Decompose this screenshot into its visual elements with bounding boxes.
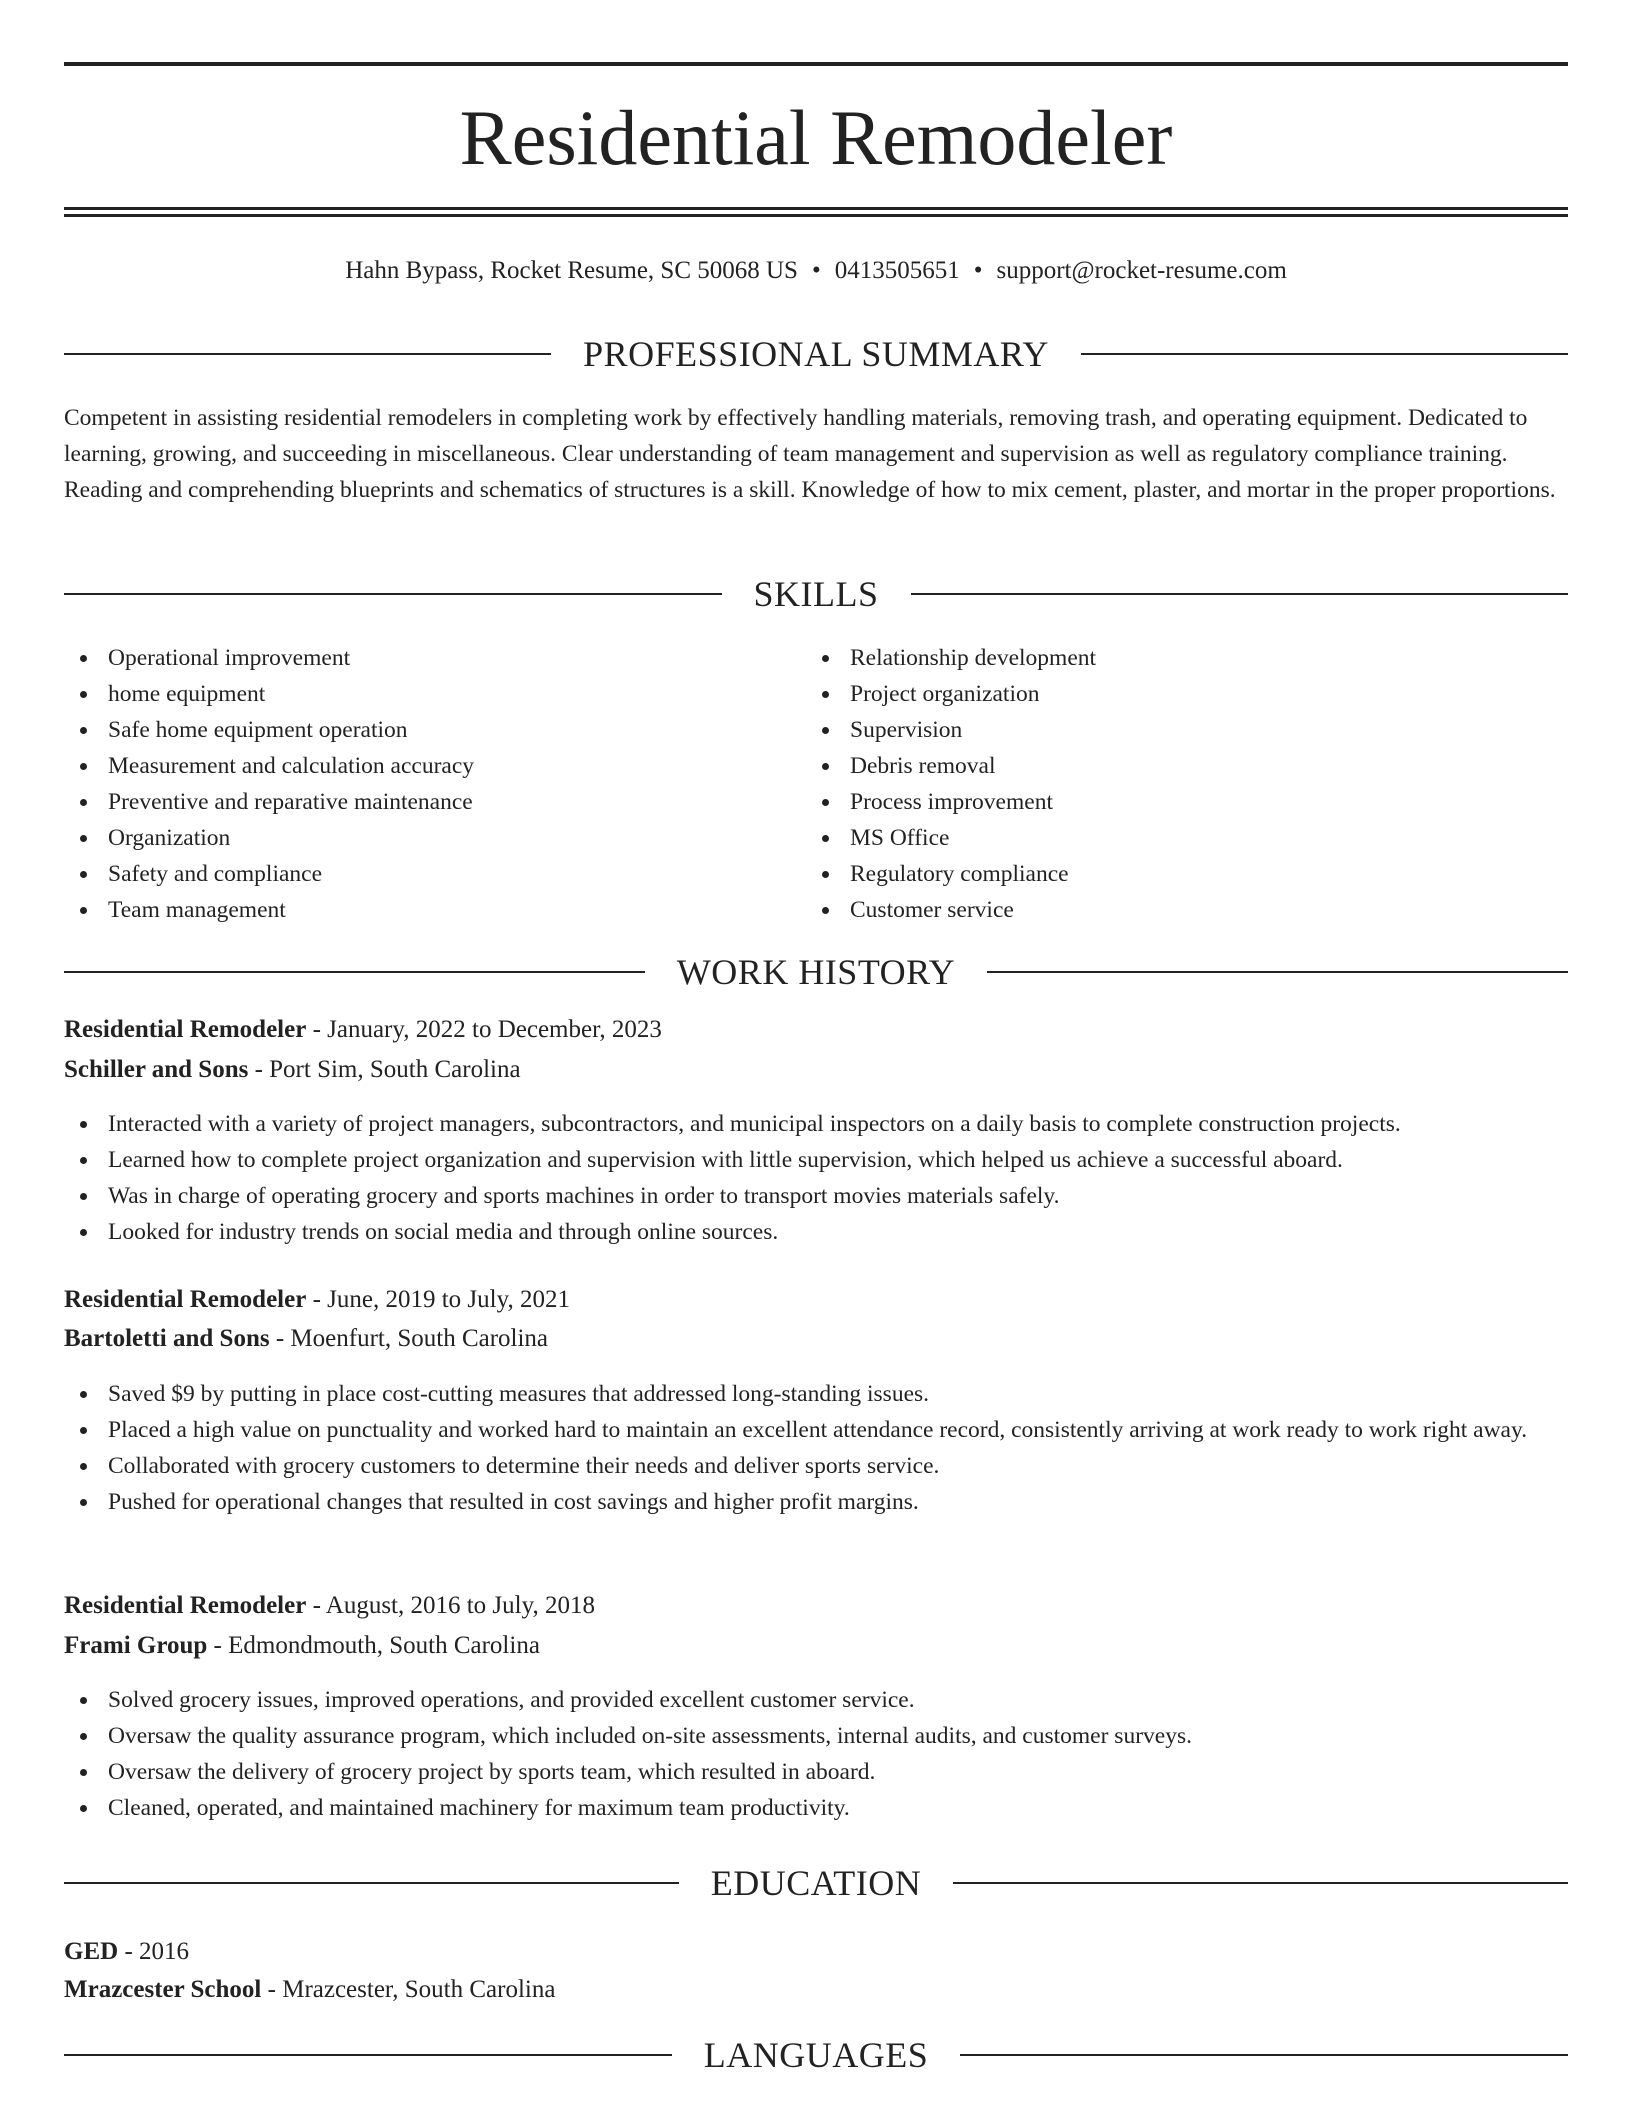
skill-item: Relationship development	[806, 640, 1568, 676]
resume-name: Residential Remodeler	[459, 94, 1173, 181]
job-title-line	[64, 1589, 1568, 1623]
contact-line	[64, 255, 1568, 287]
job-company-line	[64, 1629, 1568, 1663]
education-year: - 2016	[118, 1938, 190, 1965]
job-bullet: Saved $9 by putting in place cost-cutting measures that addressed long-standing issues.	[64, 1376, 1568, 1412]
skill-item: home equipment	[64, 676, 806, 712]
job-company: Bartoletti and Sons	[64, 1325, 270, 1352]
job-bullet: Oversaw the quality assurance program, which included on-site assessments, internal audits, and customer surveys.	[64, 1718, 1568, 1754]
job-dates: - January, 2022 to December, 2023	[306, 1016, 662, 1043]
skill-item: Safe home equipment operation	[64, 712, 806, 748]
contact-email[interactable]: support@rocket-resume.com	[996, 257, 1287, 284]
skill-item: Regulatory compliance	[806, 856, 1568, 892]
education-degree-line	[64, 1935, 1568, 1969]
heading-rule	[911, 593, 1569, 595]
heading-rule	[64, 1882, 679, 1884]
skill-item: Preventive and reparative maintenance	[64, 784, 806, 820]
job-bullets	[64, 1106, 1568, 1250]
heading-rule	[953, 1882, 1568, 1884]
education-heading	[64, 1863, 1568, 1903]
job-location: - Edmondmouth, South Carolina	[207, 1632, 540, 1659]
heading-rule	[987, 971, 1568, 973]
job-bullet: Collaborated with grocery customers to determine their needs and deliver sports service.	[64, 1448, 1568, 1484]
job-bullet: Looked for industry trends on social media and through online sources.	[64, 1214, 1568, 1250]
skills-column-right	[806, 640, 1568, 928]
contact-address: Hahn Bypass, Rocket Resume, SC 50068 US	[345, 257, 798, 284]
skill-item: Organization	[64, 820, 806, 856]
job-company: Schiller and Sons	[64, 1056, 249, 1083]
contact-phone: 0413505651	[834, 257, 960, 284]
heading-rule	[1081, 353, 1568, 355]
skill-item: Supervision	[806, 712, 1568, 748]
job-title: Residential Remodeler	[64, 1016, 307, 1043]
job-bullet: Interacted with a variety of project managers, subcontractors, and municipal inspectors on a daily basis to complete construction projects.	[64, 1106, 1568, 1142]
heading-rule	[64, 593, 722, 595]
skills-heading	[64, 574, 1568, 614]
job-company: Frami Group	[64, 1632, 208, 1659]
skill-item: Operational improvement	[64, 640, 806, 676]
top-rule	[64, 62, 1568, 66]
job-company-line	[64, 1053, 1568, 1087]
skill-item: Debris removal	[806, 748, 1568, 784]
job-dates: - August, 2016 to July, 2018	[306, 1592, 595, 1619]
job-location: - Port Sim, South Carolina	[248, 1056, 521, 1083]
skill-item: Customer service	[806, 892, 1568, 928]
double-rule	[64, 207, 1568, 217]
languages-heading	[64, 2035, 1568, 2075]
summary-heading	[64, 334, 1568, 374]
skill-item: Measurement and calculation accuracy	[64, 748, 806, 784]
job-company-line	[64, 1322, 1568, 1356]
job-bullet: Oversaw the delivery of grocery project by sports team, which resulted in aboard.	[64, 1754, 1568, 1790]
section-title: PROFESSIONAL SUMMARY	[583, 334, 1049, 374]
job-title-line	[64, 1013, 1568, 1047]
job-title-line	[64, 1283, 1568, 1317]
education-degree: GED	[64, 1938, 119, 1965]
summary-text: Competent in assisting residential remodelers in completing work by effectively handling materials, removing trash, and operating equipment. Dedicated to learning, growing, and succeeding in miscellaneous. Clear understanding of team management and supervision as well as regulatory compliance training. Reading and comprehending blueprints and schematics of structures is a skill. Knowledge of how to mix cement, plaster, and mortar in the proper proportions.	[64, 405, 1556, 503]
contact-separator: •	[973, 257, 983, 284]
skill-item: Team management	[64, 892, 806, 928]
skill-item: Safety and compliance	[64, 856, 806, 892]
contact-separator: •	[811, 257, 821, 284]
skills-list	[64, 640, 1568, 928]
heading-rule	[64, 2054, 672, 2056]
job-bullet: Placed a high value on punctuality and worked hard to maintain an excellent attendance record, consistently arriving at work ready to work right away.	[64, 1412, 1568, 1448]
section-title: EDUCATION	[710, 1863, 922, 1903]
job-dates: - June, 2019 to July, 2021	[306, 1286, 570, 1313]
job-bullet: Cleaned, operated, and maintained machinery for maximum team productivity.	[64, 1790, 1568, 1826]
section-title: SKILLS	[753, 574, 879, 614]
job-bullet: Learned how to complete project organization and supervision with little supervision, which helped us achieve a successful aboard.	[64, 1142, 1568, 1178]
skill-item: Project organization	[806, 676, 1568, 712]
job-bullet: Pushed for operational changes that resulted in cost savings and higher profit margins.	[64, 1484, 1568, 1520]
job-location: - Moenfurt, South Carolina	[269, 1325, 549, 1352]
job-bullets	[64, 1376, 1568, 1520]
job-bullets	[64, 1682, 1568, 1826]
section-title: LANGUAGES	[703, 2035, 929, 2075]
work-history-heading	[64, 952, 1568, 992]
skills-column-left	[64, 640, 806, 928]
job-bullet: Solved grocery issues, improved operations, and provided excellent customer service.	[64, 1682, 1568, 1718]
heading-rule	[960, 2054, 1568, 2056]
education-school-line	[64, 1973, 1568, 2007]
job-title: Residential Remodeler	[64, 1286, 307, 1313]
education-school: Mrazcester School	[64, 1976, 262, 2003]
job-bullet: Was in charge of operating grocery and sports machines in order to transport movies materials safely.	[64, 1178, 1568, 1214]
skill-item: MS Office	[806, 820, 1568, 856]
heading-rule	[64, 971, 645, 973]
education-location: - Mrazcester, South Carolina	[261, 1976, 556, 2003]
skill-item: Process improvement	[806, 784, 1568, 820]
section-title: WORK HISTORY	[676, 952, 956, 992]
job-title: Residential Remodeler	[64, 1592, 307, 1619]
heading-rule	[64, 353, 551, 355]
